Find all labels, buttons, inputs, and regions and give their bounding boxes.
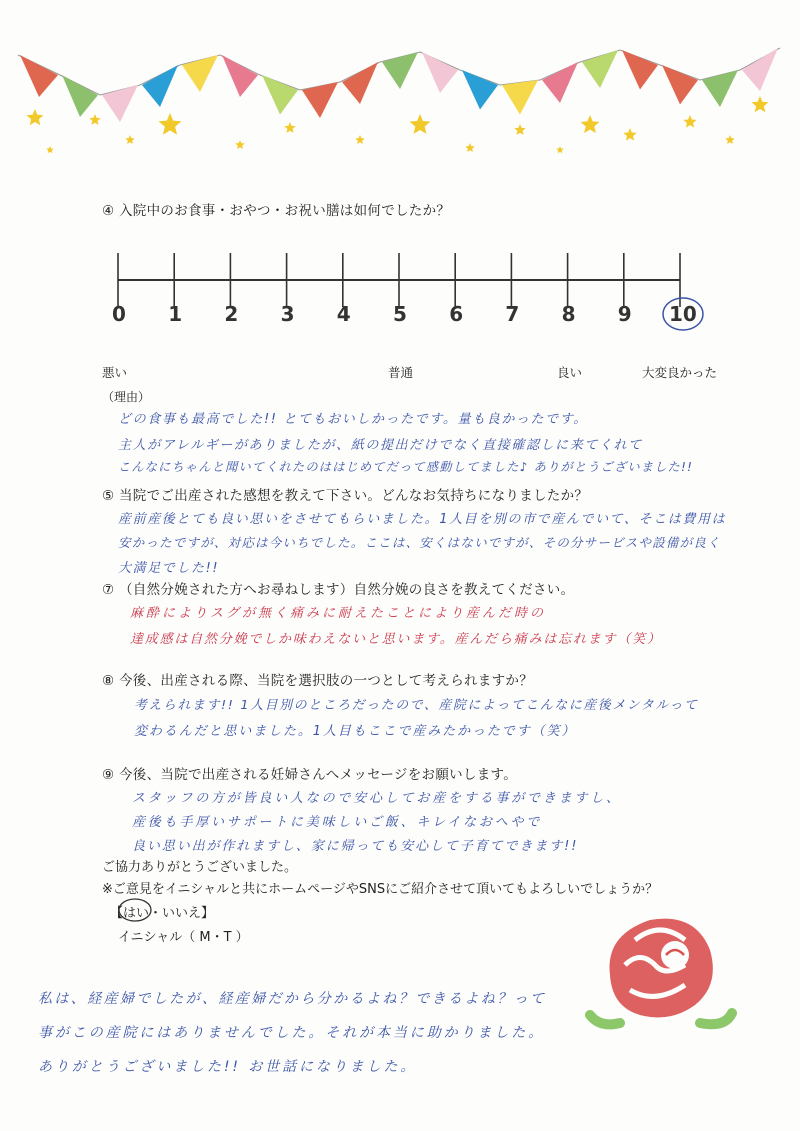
scale-tick-label: 3 (280, 302, 295, 326)
footer-note-line-2: 事がこの産院にはありませんでした。それが本当に助かりました。 (38, 1025, 545, 1041)
consent-question: ※ご意見をイニシャルと共にホームページやSNSにご紹介させて頂いてもよろしいでしょうか？ (102, 882, 659, 897)
footer-note-line-3: ありがとうございました!! お世話になりました。 (38, 1059, 418, 1075)
q5-answer-line-2: 安かったですが、対応は今いちでした。ここは、安くはないですが、その分サービスや設備が良く (118, 535, 721, 550)
rating-scale (0, 0, 800, 340)
scale-label-very-good: 大変良かった (642, 365, 718, 380)
scale-tick-label: 2 (224, 302, 239, 326)
q4-reason-line-3: こんなにちゃんと聞いてくれたのははじめてだって感動してました♪ ありがとうございました!! (118, 460, 694, 474)
scale-tick-label: 7 (505, 302, 520, 326)
q7-title: ⑦ （自然分娩された方へお尋ねします）自然分娩の良さを教えてください。 (102, 582, 575, 598)
scale-tick-label: 4 (336, 302, 351, 326)
q9-answer-line-3: 良い思い出が作れますし、家に帰っても安心して子育てできます!! (132, 839, 579, 854)
initial-field: イニシャル（ M・T ） (118, 930, 249, 945)
thanks-text: ご協力ありがとうございました。 (102, 860, 298, 875)
q9-answer-line-1: スタッフの方が皆良い人なので安心してお産をする事ができますし、 (132, 791, 622, 806)
q7-answer-line-1: 麻酔によりスグが無く痛みに耐えたことにより産んだ時の (130, 606, 547, 621)
consent-options-text: 【はい・いいえ】 (110, 906, 215, 921)
scale-label-normal: 普通 (388, 365, 414, 380)
q9-answer-line-2: 産後も手厚いサポートに美味しいご飯、キレイなおへやで (132, 815, 543, 830)
q5-answer-line-3: 大満足でした!! (118, 561, 220, 576)
q4-title: ④ 入院中のお食事・おやつ・お祝い膳は如何でしたか？ (102, 203, 451, 219)
scale-tick-label: 0 (112, 302, 126, 326)
selected-circle-mark (115, 896, 155, 924)
scale-tick-label: 1 (168, 302, 183, 326)
reason-label: （理由） (102, 390, 151, 404)
footer-note-line-1: 私は、経産婦でしたが、経産婦だから分かるよね？できるよね？って (38, 991, 547, 1007)
q8-answer-line-1: 考えられます!! 1人目別のところだったので、産院によってこんなに産後メンタルって (134, 698, 699, 713)
scale-tick-label: 8 (561, 302, 576, 326)
q8-title: ⑧ 今後、出産される際、当院を選択肢の一つとして考えられますか？ (102, 673, 533, 689)
q5-title: ⑤ 当院でご出産された感想を教えて下さい。どんなお気持ちになりましたか？ (102, 488, 589, 504)
scale-label-good: 良い (557, 365, 583, 380)
scale-tick-label: 5 (393, 302, 407, 326)
q7-answer-line-2: 達成感は自然分娩でしか味わえないと思います。産んだら痛みは忘れます（笑） (130, 632, 662, 647)
q8-answer-line-2: 変わるんだと思いました。1人目もここで産みたかったです（笑） (134, 724, 577, 739)
scale-label-bad: 悪い (102, 365, 128, 380)
scale-tick-label: 6 (449, 302, 464, 326)
scale-tick-label: 9 (617, 302, 632, 326)
q4-reason-line-1: どの食事も最高でした!! とてもおいしかったです。量も良かったです。 (118, 412, 588, 427)
scale-tick-label: 10 (669, 302, 697, 326)
q5-answer-line-1: 産前産後とても良い思いをさせてもらいました。1人目を別の市で産んでいて、そこは費用は (118, 512, 727, 527)
rose-illustration (580, 905, 740, 1040)
q4-reason-line-2: 主人がアレルギーがありましたが、紙の提出だけでなく直接確認しに来てくれて (118, 438, 643, 453)
q9-title: ⑨ 今後、当院で出産される妊婦さんへメッセージをお願いします。 (102, 767, 518, 783)
